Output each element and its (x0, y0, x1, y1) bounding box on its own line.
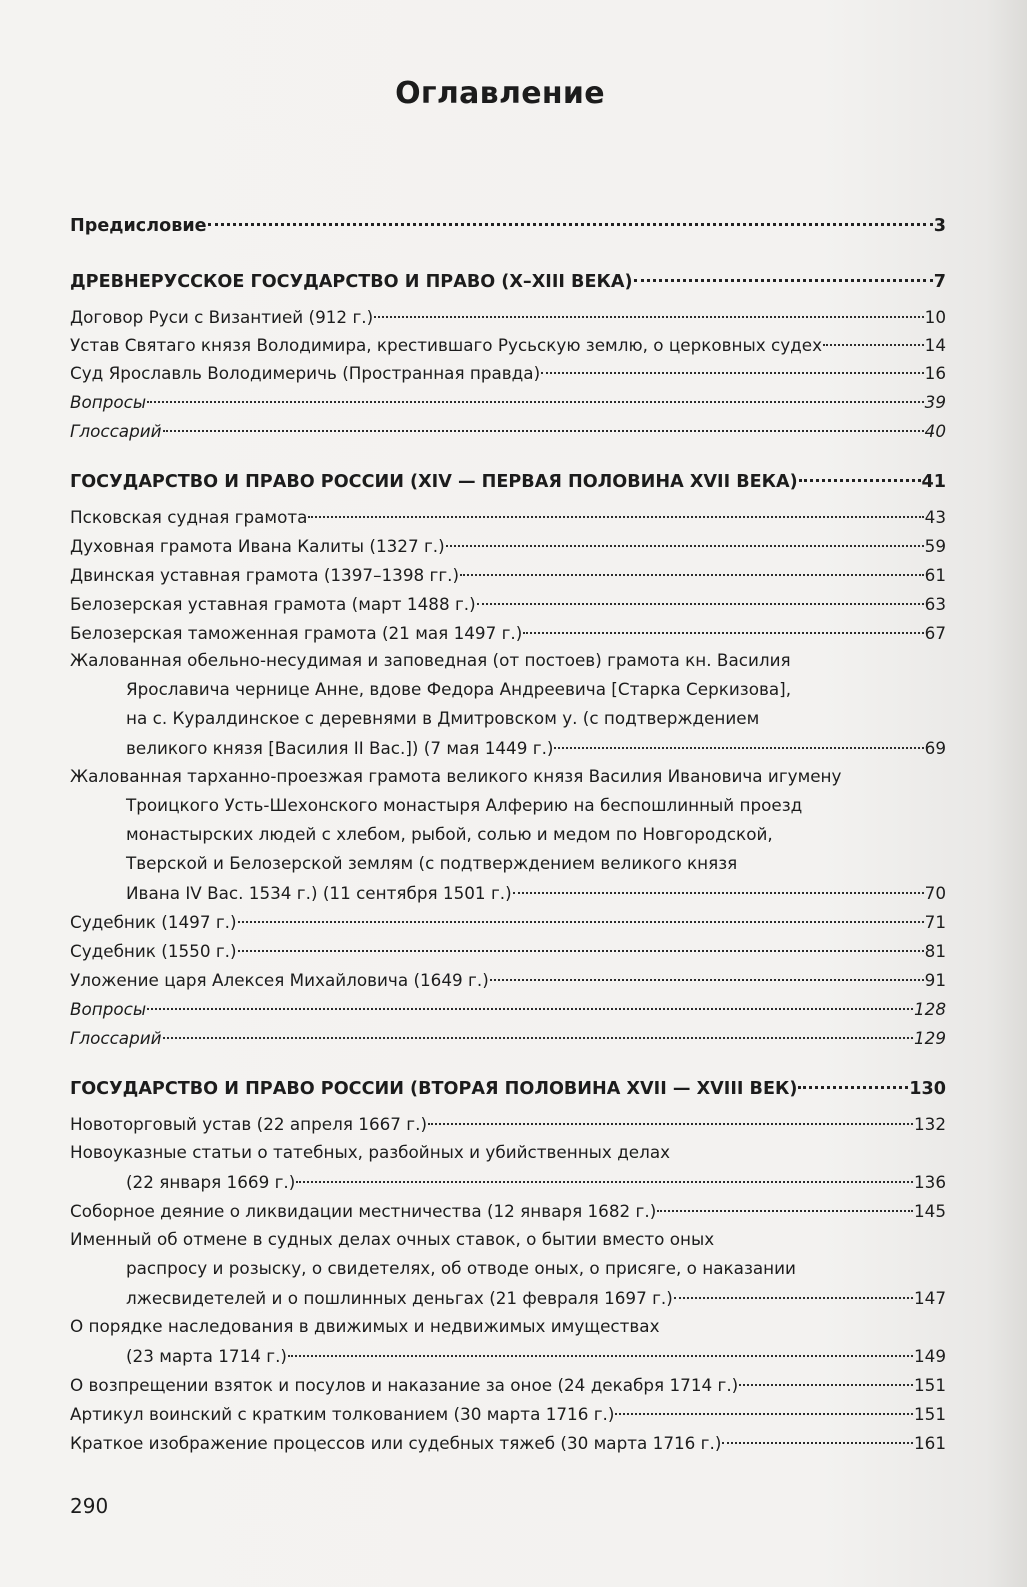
entry-title: Уложение царя Алексея Михайловича (1649 г.) (70, 969, 489, 990)
dot-leader (798, 1068, 908, 1089)
section-heading-1 (70, 266, 946, 290)
dot-leader (238, 933, 924, 952)
toc-entry (70, 909, 946, 933)
dot-leader (208, 205, 933, 226)
entry-page: 161 (913, 1432, 946, 1453)
entry-page: 69 (924, 737, 946, 758)
entry-title: Судебник (1550 г.) (70, 940, 237, 961)
entry-page: 71 (924, 911, 946, 932)
toc-entry (70, 938, 946, 962)
dot-leader (799, 461, 921, 482)
toc-entry (70, 967, 946, 991)
toc-entry-line (70, 648, 946, 672)
entry-continuation: на с. Куралдинское с деревнями в Дмитровском у. (с подтверждением (126, 708, 760, 728)
toc-entry-last-line (126, 735, 946, 759)
entry-page: 136 (913, 1171, 946, 1192)
toc-entry-line (70, 1227, 946, 1251)
dot-leader (163, 1020, 913, 1039)
entry-title: Жалованная обельно-несудимая и заповедная (от постоев) грамота кн. Василия (70, 650, 791, 670)
dot-leader (163, 413, 924, 432)
toc-entry (70, 591, 946, 615)
entry-page: 43 (924, 506, 946, 527)
toc-entry (70, 1372, 946, 1396)
toc-entry (70, 1198, 946, 1222)
toc-entry (70, 562, 946, 586)
entry-page: 59 (924, 535, 946, 556)
toc-entry (70, 304, 946, 328)
dot-leader (523, 615, 923, 634)
dot-leader (490, 962, 924, 981)
section-page: 130 (909, 1078, 946, 1099)
dot-leader (147, 384, 923, 403)
page-title: Оглавление (395, 76, 605, 111)
entry-title: Устав Святаго князя Володимира, крестившаго Русьскую землю, о церковных судех (70, 334, 823, 355)
toc-entry-questions (70, 389, 946, 413)
entry-page: 39 (924, 391, 946, 412)
entry-page: 3 (933, 215, 946, 236)
entry-title: О возпрещении взяток и посулов и наказание за оное (24 декабря 1714 г.) (70, 1374, 739, 1395)
dot-leader (674, 1280, 913, 1299)
dot-leader (428, 1106, 913, 1125)
toc-entry (70, 360, 946, 384)
entry-continuation: Тверской и Белозерской землям (с подтверждением великого князя (126, 853, 738, 873)
dot-leader (477, 586, 924, 605)
entry-title: лжесвидетелей и о пошлинных деньгах (21 февраля 1697 г.) (126, 1287, 673, 1308)
dot-leader (657, 1193, 913, 1212)
dot-leader (554, 730, 923, 749)
entry-title: Новоуказные статьи о татебных, разбойных и убийственных делах (70, 1142, 671, 1162)
dot-leader (296, 1164, 913, 1183)
entry-title: Соборное деяние о ликвидации местничества (12 января 1682 г.) (70, 1200, 657, 1221)
entry-title: О порядке наследования в движимых и недвижимых имуществах (70, 1316, 660, 1336)
entry-page: 81 (924, 940, 946, 961)
section-title: ГОСУДАРСТВО И ПРАВО РОССИИ (XIV — ПЕРВАЯ ПОЛОВИНА XVII ВЕКА) (70, 471, 798, 492)
entry-continuation: монастырских людей с хлебом, рыбой, солью и медом по Новгородской, (126, 824, 773, 844)
entry-title: Двинская уставная грамота (1397–1398 гг.) (70, 564, 460, 585)
entry-title: Предисловие (70, 215, 207, 236)
entry-title: Новоторговый устав (22 апреля 1667 г.) (70, 1113, 428, 1134)
entry-title: Вопросы (70, 391, 147, 412)
dot-leader (739, 1367, 913, 1386)
dot-leader (238, 904, 924, 923)
entry-title: Белозерская таможенная грамота (21 мая 1497 г.) (70, 622, 523, 643)
entry-title: Артикул воинский с кратким толкованием (30 марта 1716 г.) (70, 1403, 615, 1424)
toc-entry-last-line (126, 1285, 946, 1309)
toc-entry-line (70, 1314, 946, 1338)
entry-page: 147 (913, 1287, 946, 1308)
entry-continuation: Троицкого Усть-Шехонского монастыря Алферию на беспошлинный проезд (126, 795, 803, 815)
toc-entry (70, 1430, 946, 1454)
section-title: ДРЕВНЕРУССКОЕ ГОСУДАРСТВО И ПРАВО (X–XIII ВЕКА) (70, 271, 633, 292)
page-number: 290 (70, 1494, 109, 1518)
entry-title: Псковская судная грамота (70, 506, 308, 527)
section-heading-3 (70, 1073, 946, 1097)
entry-page: 129 (913, 1027, 946, 1048)
toc-entry-glossary (70, 1025, 946, 1049)
toc-entry-line (70, 764, 946, 788)
toc-entry-questions (70, 996, 946, 1020)
dot-leader (634, 261, 933, 282)
entry-title: Глоссарий (70, 420, 162, 441)
entry-page: 145 (913, 1200, 946, 1221)
section-title: ГОСУДАРСТВО И ПРАВО РОССИИ (ВТОРАЯ ПОЛОВИНА XVII — XVIII ВЕК) (70, 1078, 798, 1099)
dot-leader (722, 1425, 913, 1444)
entry-page: 70 (924, 882, 946, 903)
entry-title: Договор Руси с Византией (912 г.) (70, 306, 374, 327)
toc-entry-last-line (126, 1343, 946, 1367)
entry-title: Вопросы (70, 998, 147, 1019)
entry-title: Жалованная тарханно-проезжая грамота великого князя Василия Ивановича игумену (70, 766, 842, 786)
entry-title: Ивана IV Вас. 1534 г.) (11 сентября 1501 г.) (126, 882, 512, 903)
toc-entry (70, 332, 946, 356)
entry-page: 40 (924, 420, 946, 441)
section-page: 7 (933, 271, 946, 292)
entry-title: Белозерская уставная грамота (март 1488 г.) (70, 593, 476, 614)
entry-continuation: Ярославича чернице Анне, вдове Федора Андреевича [Старка Серкизова], (126, 679, 792, 699)
entry-page: 149 (913, 1345, 946, 1366)
toc-entry-last-line (126, 1169, 946, 1193)
toc-entry (70, 504, 946, 528)
toc-entry-glossary (70, 418, 946, 442)
section-page: 41 (921, 471, 946, 492)
toc-entry (70, 1401, 946, 1425)
entry-page: 151 (913, 1403, 946, 1424)
dot-leader (541, 355, 924, 374)
dot-leader (460, 557, 924, 576)
toc-entry-last-line (126, 880, 946, 904)
entry-page: 128 (913, 998, 946, 1019)
section-heading-2 (70, 466, 946, 490)
dot-leader (147, 991, 913, 1010)
entry-title: Глоссарий (70, 1027, 162, 1048)
entry-page: 14 (924, 334, 946, 355)
entry-page: 61 (924, 564, 946, 585)
entry-title: великого князя [Василия II Вас.]) (7 мая 1449 г.) (126, 737, 554, 758)
entry-page: 63 (924, 593, 946, 614)
entry-page: 10 (924, 306, 946, 327)
entry-title: Именный об отмене в судных делах очных ставок, о бытии вместо оных (70, 1229, 715, 1249)
entry-continuation: распросу и розыску, о свидетелях, об отводе оных, о присяге, о наказании (126, 1258, 796, 1278)
entry-title: Суд Ярославль Володимеричь (Пространная правда) (70, 362, 541, 383)
entry-title: (22 января 1669 г.) (126, 1171, 296, 1192)
entry-page: 151 (913, 1374, 946, 1395)
dot-leader (308, 499, 923, 518)
entry-title: (23 марта 1714 г.) (126, 1345, 287, 1366)
dot-leader (288, 1338, 913, 1357)
toc-entry-preface (70, 210, 946, 234)
toc-entry (70, 533, 946, 557)
entry-title: Краткое изображение процессов или судебных тяжеб (30 марта 1716 г.) (70, 1432, 722, 1453)
entry-title: Судебник (1497 г.) (70, 911, 237, 932)
entry-page: 16 (924, 362, 946, 383)
entry-page: 132 (913, 1113, 946, 1134)
toc-entry-line (70, 1140, 946, 1164)
entry-page: 67 (924, 622, 946, 643)
dot-leader (615, 1396, 913, 1415)
entry-title: Духовная грамота Ивана Калиты (1327 г.) (70, 535, 445, 556)
toc-entry (70, 620, 946, 644)
dot-leader (513, 875, 924, 894)
dot-leader (374, 299, 924, 318)
entry-page: 91 (924, 969, 946, 990)
dot-leader (446, 528, 924, 547)
toc-entry (70, 1111, 946, 1135)
dot-leader (823, 327, 924, 346)
